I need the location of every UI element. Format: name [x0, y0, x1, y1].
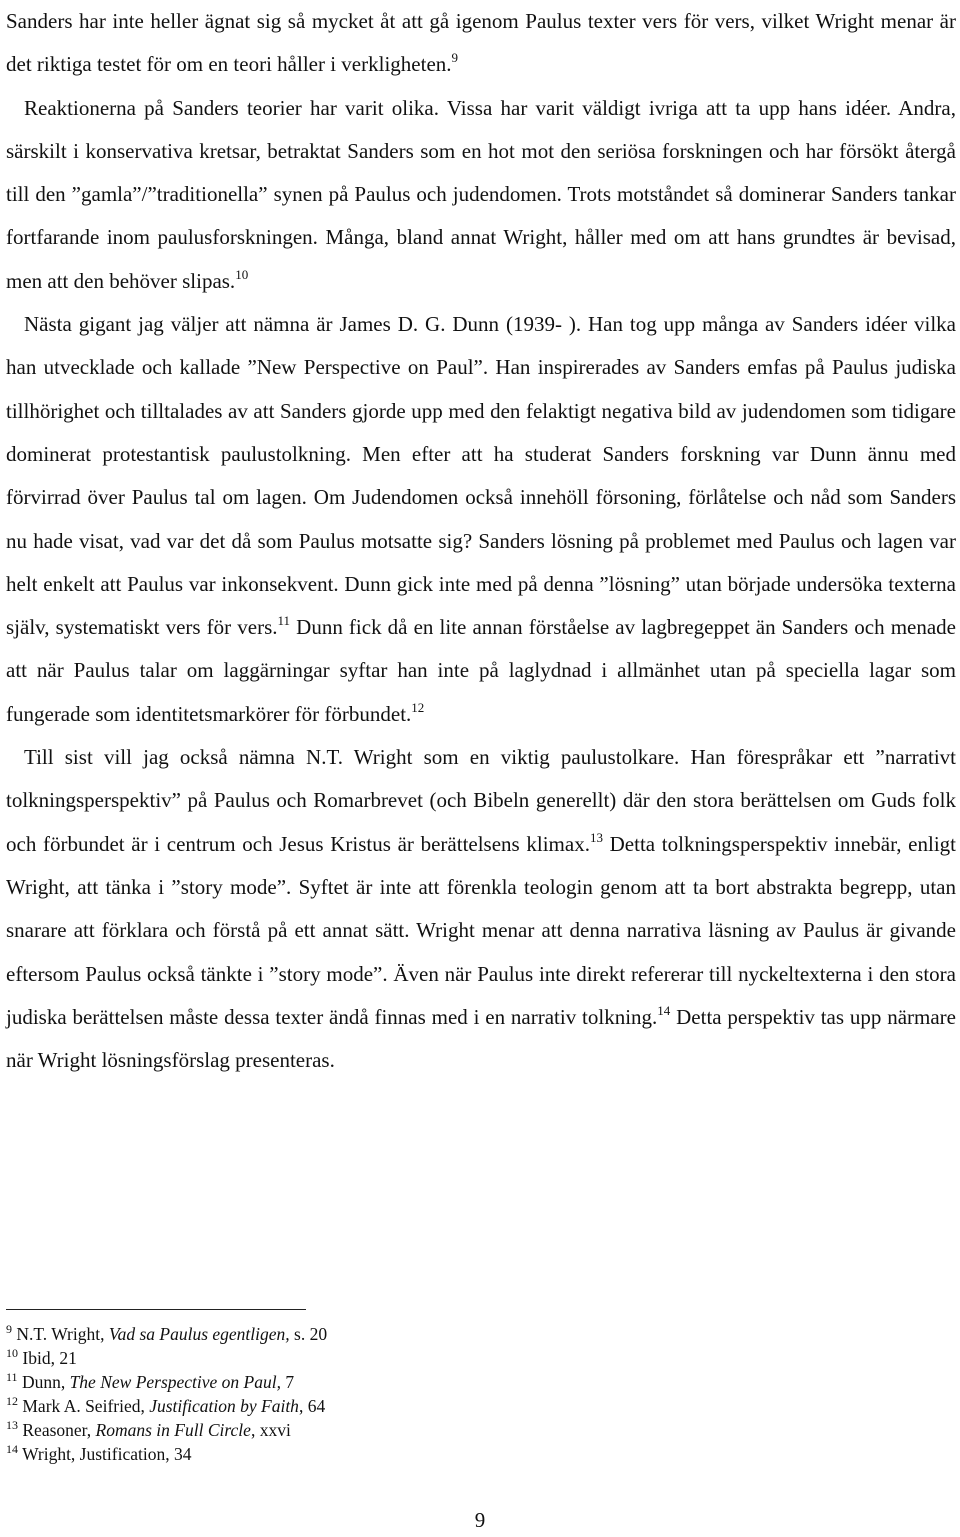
- footnote: [6, 1370, 606, 1394]
- footnote: [6, 1442, 606, 1466]
- footnote-number: 11: [6, 1370, 18, 1384]
- footnote-text: , xxvi: [250, 1420, 291, 1440]
- paragraph-text: Detta perspektiv tas upp närmare när Wright lösningsförslag presenteras.: [6, 1004, 956, 1073]
- footnote-ref[interactable]: 11: [277, 613, 291, 629]
- footnotes: [6, 1322, 606, 1466]
- footnote-text: Reasoner,: [22, 1420, 96, 1440]
- body-text: [6, 0, 956, 1082]
- paragraph-text: Reaktionerna på Sanders teorier har varit olika. Vissa har varit väldigt ivriga att ta upp hans idéer. Andra, särskilt i konservativa kretsar, betraktat Sanders som en hot mot den seriösa forskningen och har försökt återgå till den ”gamla”/”traditionella” synen på Paulus och judendomen. Trots motståndet så dominerar Sanders tankar fortfarande inom paulusforskningen. Många, bland annat Wright, håller med om att hans grundtes är bevisad, men att den behöver slipas.: [6, 95, 956, 293]
- footnote: [6, 1394, 606, 1418]
- footnote-number: 10: [6, 1346, 18, 1360]
- paragraph-1: [6, 0, 956, 87]
- footnote-ref[interactable]: 9: [451, 50, 459, 66]
- footnote-ref[interactable]: 12: [411, 699, 425, 715]
- footnote-ref[interactable]: 13: [589, 829, 603, 845]
- paragraph-text: Dunn fick då en lite annan förståelse av lagbregeppet än Sanders och menade att när Paulus talar om laggärningar syftar han inte på laglydnad i allmänhet utan på speciella lagar som fungerade som identitetsmarkörer för förbundet.: [6, 615, 956, 726]
- footnote: [6, 1346, 606, 1370]
- footnote: [6, 1322, 606, 1346]
- paragraph-2: [6, 87, 956, 303]
- footnote-ref[interactable]: 14: [657, 1002, 671, 1018]
- paragraph-3: [6, 303, 956, 736]
- footnote-number: 14: [6, 1442, 18, 1456]
- footnote-text: Ibid, 21: [22, 1348, 77, 1368]
- footnote: [6, 1418, 606, 1442]
- paragraph-text: Sanders har inte heller ägnat sig så mycket åt att gå igenom Paulus texter vers för vers, vilket Wright menar är det riktiga testet för om en teori håller i verkligheten.: [6, 9, 956, 77]
- footnote-ref[interactable]: 10: [235, 266, 249, 282]
- paragraph-text: Nästa gigant jag väljer att nämna är James D. G. Dunn (1939- ). Han tog upp många av Sanders idéer vilka han utvecklade och kallade ”New Perspective on Paul”. Han inspirerades av Sanders emfas på Paulus judiska tillhörighet och tilltalades av att Sanders gjorde upp med den felaktigt negativa bild av judendomen som tidigare dominerat protestantisk paulustolkning. Men efter att ha studerat Sanders forskning var Dunn ännu med förvirrad över Paulus tal om lagen. Om Judendomen också innehöll försoning, förlåtelse och nåd som Sanders nu hade visat, vad var det då som Paulus motsatte sig? Sanders lösning på problemet med Paulus och lagen var helt enkelt att Paulus var inkonsekvent. Dunn gick inte med på denna ”lösning” utan började undersöka texterna själv, systematiskt vers för vers.: [6, 312, 956, 640]
- footnote-text: 7: [281, 1372, 295, 1392]
- paragraph-text: Detta tolkningsperspektiv innebär, enligt Wright, att tänka i ”story mode”. Syftet är inte att förenkla teologin genom att ta bort abstrakta begrepp, utan snarare att förklara och förstå på ett annat sätt. Wright menar att denna narrativa läsning av Paulus är givande eftersom Paulus också tänkte i ”story mode”. Även när Paulus inte direkt refererar till nyckeltexterna i den stora judiska berättelsen måste dessa texter ändå finnas med i en narrativ tolkning.: [6, 831, 956, 1029]
- page-number: 9: [474, 1508, 486, 1532]
- footnote-text: Dunn,: [21, 1372, 70, 1392]
- footnote-number: 12: [6, 1394, 18, 1408]
- footnote-text: , 64: [298, 1396, 326, 1416]
- footnote-number: 13: [6, 1418, 18, 1432]
- footnote-title: Romans in Full Circle: [95, 1420, 251, 1440]
- footnote-number: 9: [6, 1322, 12, 1336]
- footnote-text: s. 20: [289, 1324, 328, 1344]
- footnote-title: Justification by Faith: [149, 1396, 299, 1416]
- footnote-text: Wright, Justification, 34: [22, 1444, 192, 1464]
- paragraph-4: [6, 736, 956, 1082]
- footnote-title: Vad sa Paulus egentligen,: [108, 1324, 290, 1344]
- footnote-separator: [6, 1309, 306, 1310]
- footnote-text: N.T. Wright,: [16, 1324, 109, 1344]
- footnote-text: Mark A. Seifried,: [22, 1396, 150, 1416]
- paragraph-text: Till sist vill jag också nämna N.T. Wright som en viktig paulustolkare. Han förespråkar ett ”narrativt tolkningsperspektiv” på Paulus och Romarbrevet (och Bibeln generellt) där den stora berättelsen om Guds folk och förbundet är i centrum och Jesus Kristus är berättelsens klimax.: [6, 745, 956, 856]
- footnote-title: The New Perspective on Paul,: [69, 1372, 281, 1392]
